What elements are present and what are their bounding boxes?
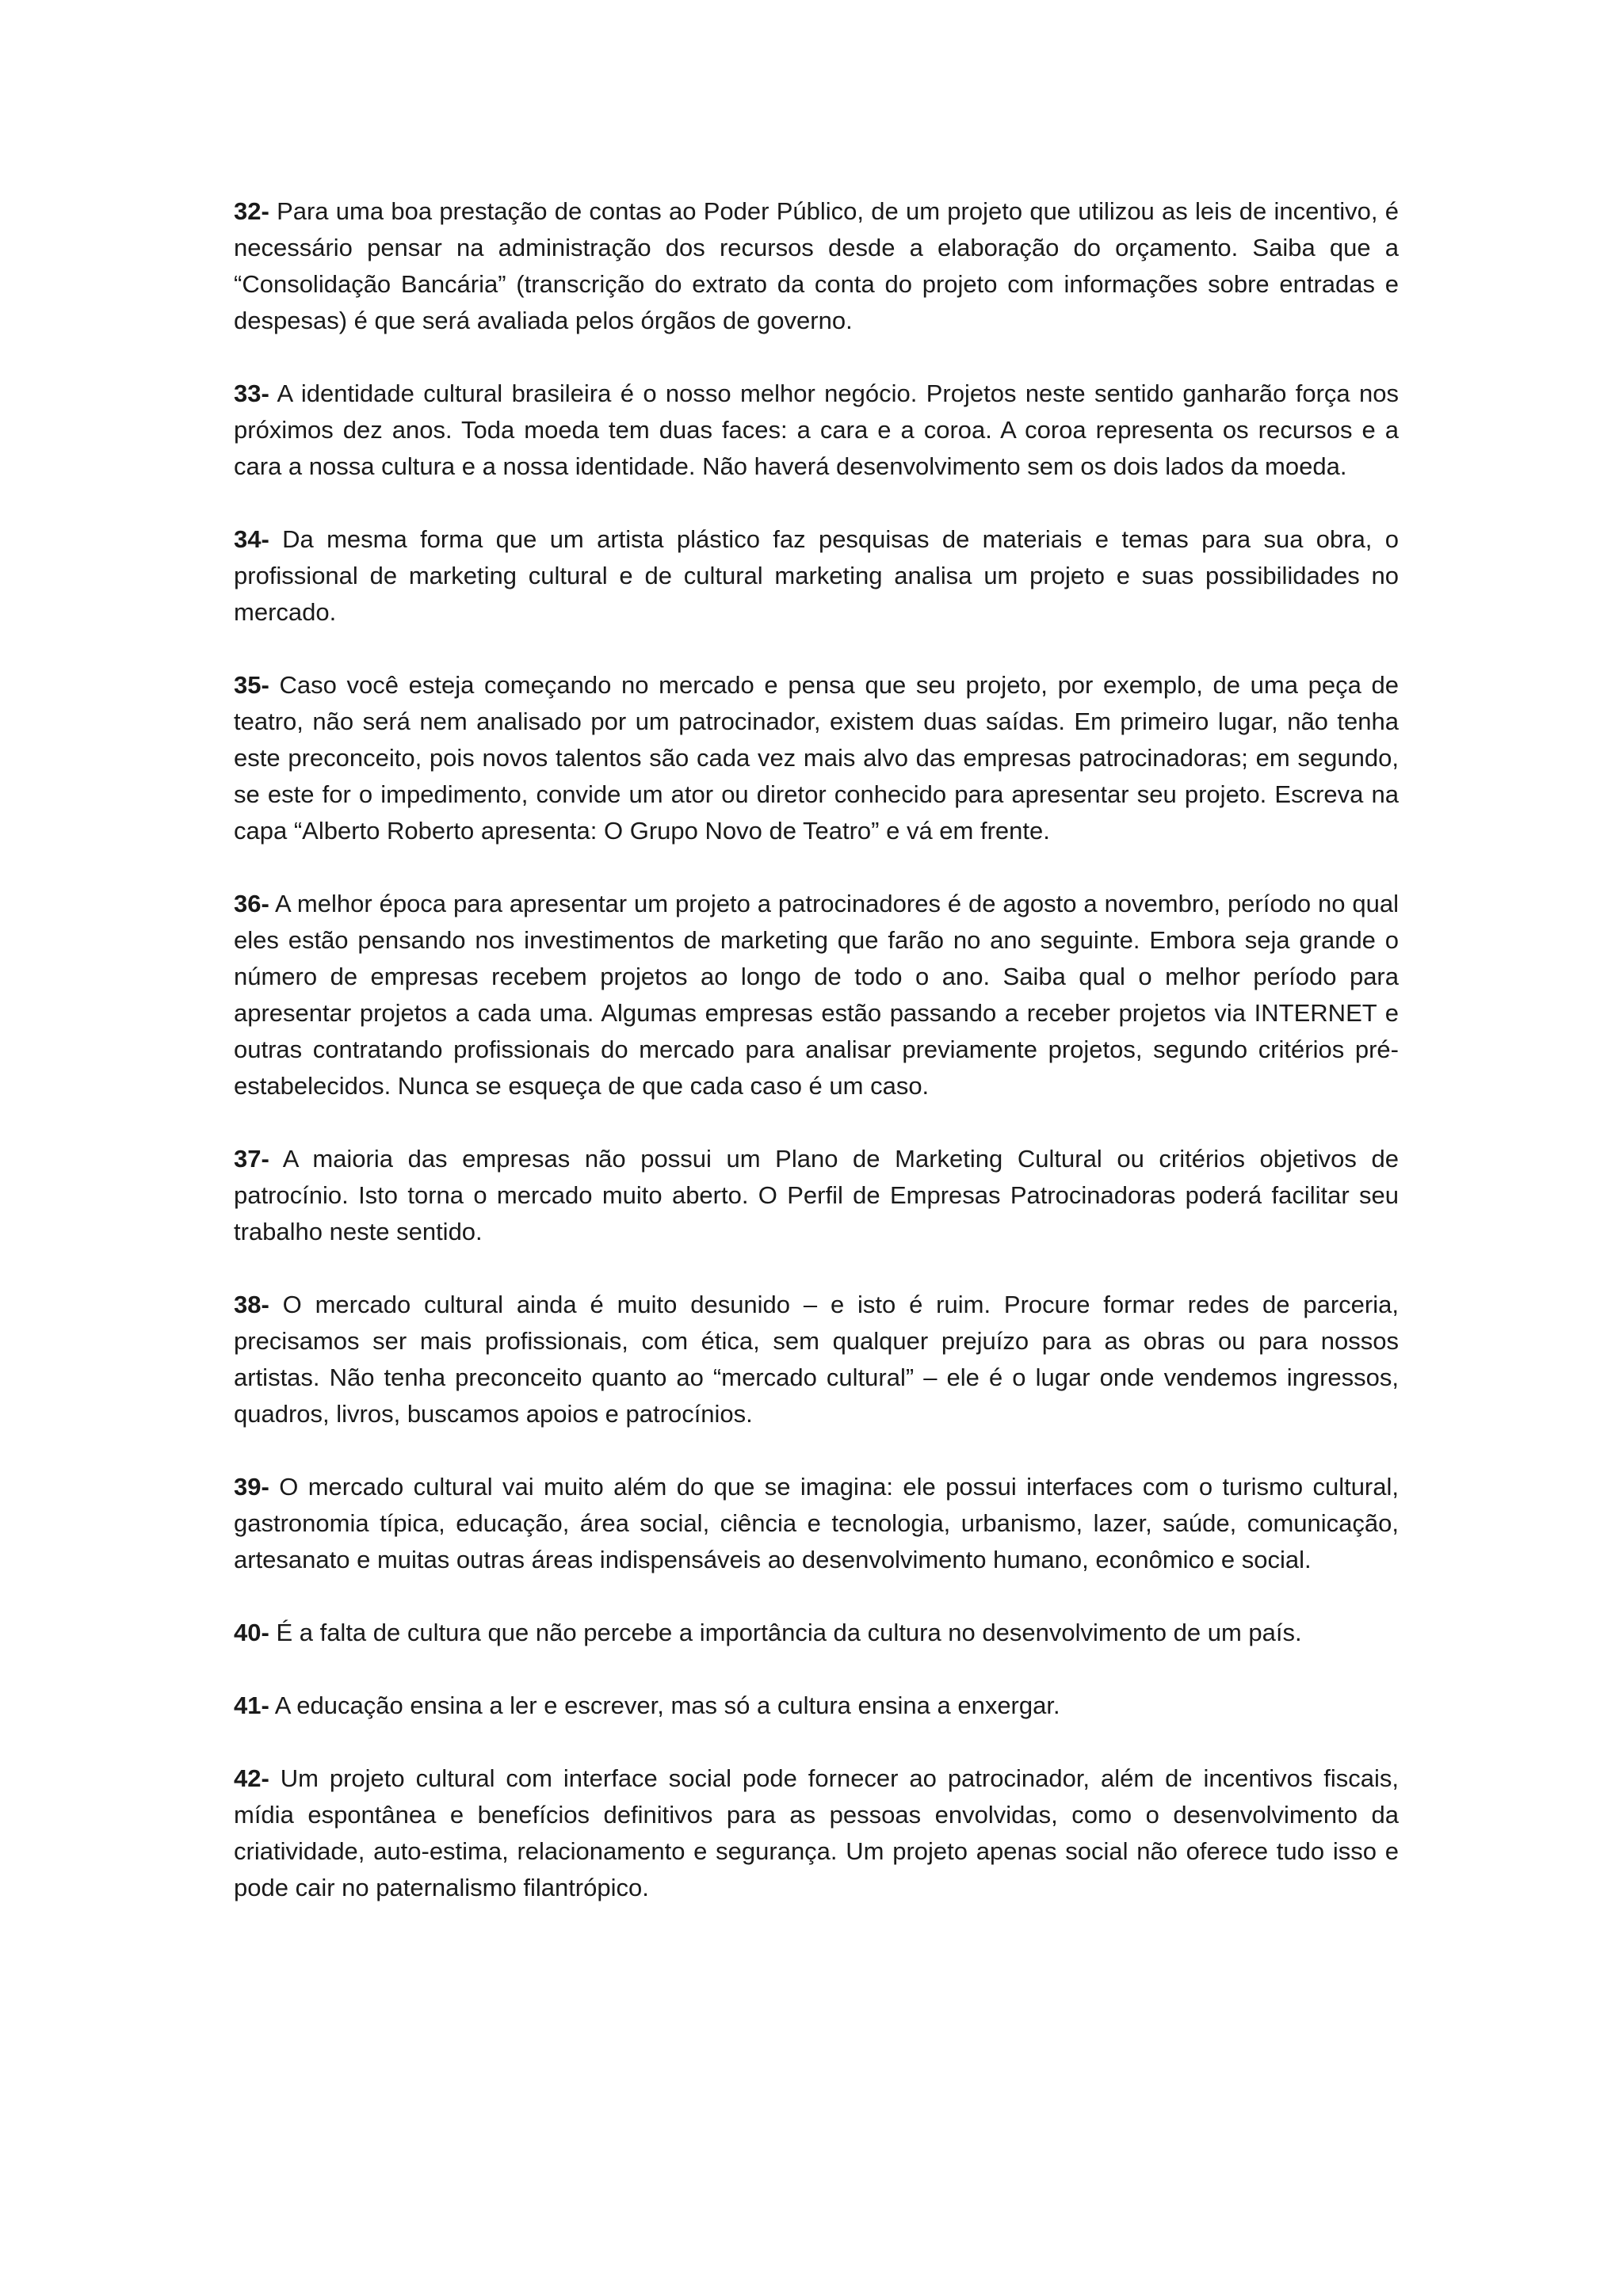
paragraph-41 <box>234 1688 1399 1724</box>
paragraph-38 <box>234 1287 1399 1432</box>
item-text: É a falta de cultura que não percebe a importância da cultura no desenvolvimento de um país. <box>276 1619 1302 1646</box>
paragraph-40 <box>234 1615 1399 1651</box>
paragraph-42 <box>234 1760 1399 1906</box>
item-number: 33- <box>234 379 269 407</box>
item-number: 42- <box>234 1764 269 1792</box>
item-text: Caso você esteja começando no mercado e pensa que seu projeto, por exemplo, de uma peça de teatro, não será nem analisado por um patrocinador, existem duas saídas. Em primeiro lugar, não tenha este preconceito, pois novos talentos são cada vez mais alvo das empresas patrocinadoras; em segundo, se este for o impedimento, convide um ator ou diretor conhecido para apresentar seu projeto. Escreva na capa “Alberto Roberto apresenta: O Grupo Novo de Teatro” e vá em frente. <box>234 671 1399 845</box>
item-text: Para uma boa prestação de contas ao Poder Público, de um projeto que utilizou as leis de incentivo, é necessário pensar na administração dos recursos desde a elaboração do orçamento. Saiba que a “Consolidação Bancária” (transcrição do extrato da conta do projeto com informações sobre entradas e despesas) é que será avaliada pelos órgãos de governo. <box>234 197 1399 334</box>
paragraph-34 <box>234 521 1399 631</box>
item-text: A educação ensina a ler e escrever, mas só a cultura ensina a enxergar. <box>274 1691 1060 1719</box>
item-text: Um projeto cultural com interface social pode fornecer ao patrocinador, além de incentivos fiscais, mídia espontânea e benefícios definitivos para as pessoas envolvidas, como o desenvolvimento da criatividade, auto-estima, relacionamento e segurança. Um projeto apenas social não oferece tudo isso e pode cair no paternalismo filantrópico. <box>234 1764 1399 1901</box>
item-text: A melhor época para apresentar um projeto a patrocinadores é de agosto a novembro, período no qual eles estão pensando nos investimentos de marketing que farão no ano seguinte. Embora seja grande o número de empresas recebem projetos ao longo de todo o ano. Saiba qual o melhor período para apresentar projetos a cada uma. Algumas empresas estão passando a receber projetos via INTERNET e outras contratando profissionais do mercado para analisar previamente projetos, segundo critérios pré-estabelecidos. Nunca se esqueça de que cada caso é um caso. <box>234 890 1400 1100</box>
item-text: O mercado cultural ainda é muito desunido – e isto é ruim. Procure formar redes de parceria, precisamos ser mais profissionais, com ética, sem qualquer prejuízo para as obras ou para nossos artistas. Não tenha preconceito quanto ao “mercado cultural” – ele é o lugar onde vendemos ingressos, quadros, livros, buscamos apoios e patrocínios. <box>234 1291 1399 1428</box>
item-number: 41- <box>234 1691 269 1719</box>
item-number: 32- <box>234 197 269 225</box>
item-text: O mercado cultural vai muito além do que se imagina: ele possui interfaces com o turismo cultural, gastronomia típica, educação, área social, ciência e tecnologia, urbanismo, lazer, saúde, comunicação, artesanato e muitas outras áreas indispensáveis ao desenvolvimento humano, econômico e social. <box>234 1473 1399 1573</box>
item-number: 34- <box>234 525 269 553</box>
item-text: Da mesma forma que um artista plástico faz pesquisas de materiais e temas para sua obra, o profissional de marketing cultural e de cultural marketing analisa um projeto e suas possibilidades no mercado. <box>234 525 1399 626</box>
paragraph-39 <box>234 1469 1399 1578</box>
item-number: 40- <box>234 1619 269 1646</box>
paragraph-33 <box>234 376 1399 485</box>
paragraph-36 <box>234 886 1399 1104</box>
item-text: A identidade cultural brasileira é o nosso melhor negócio. Projetos neste sentido ganharão força nos próximos dez anos. Toda moeda tem duas faces: a cara e a coroa. A coroa representa os recursos e a cara a nossa cultura e a nossa identidade. Não haverá desenvolvimento sem os dois lados da moeda. <box>234 379 1399 480</box>
item-number: 38- <box>234 1291 269 1318</box>
item-text: A maioria das empresas não possui um Plano de Marketing Cultural ou critérios objetivos de patrocínio. Isto torna o mercado muito aberto. O Perfil de Empresas Patrocinadoras poderá facilitar seu trabalho neste sentido. <box>234 1145 1400 1245</box>
item-number: 36- <box>234 890 269 917</box>
item-number: 35- <box>234 671 269 699</box>
document-body <box>234 193 1399 1943</box>
item-number: 37- <box>234 1145 269 1173</box>
item-number: 39- <box>234 1473 269 1501</box>
paragraph-32 <box>234 193 1399 339</box>
paragraph-35 <box>234 667 1399 849</box>
paragraph-37 <box>234 1141 1399 1250</box>
